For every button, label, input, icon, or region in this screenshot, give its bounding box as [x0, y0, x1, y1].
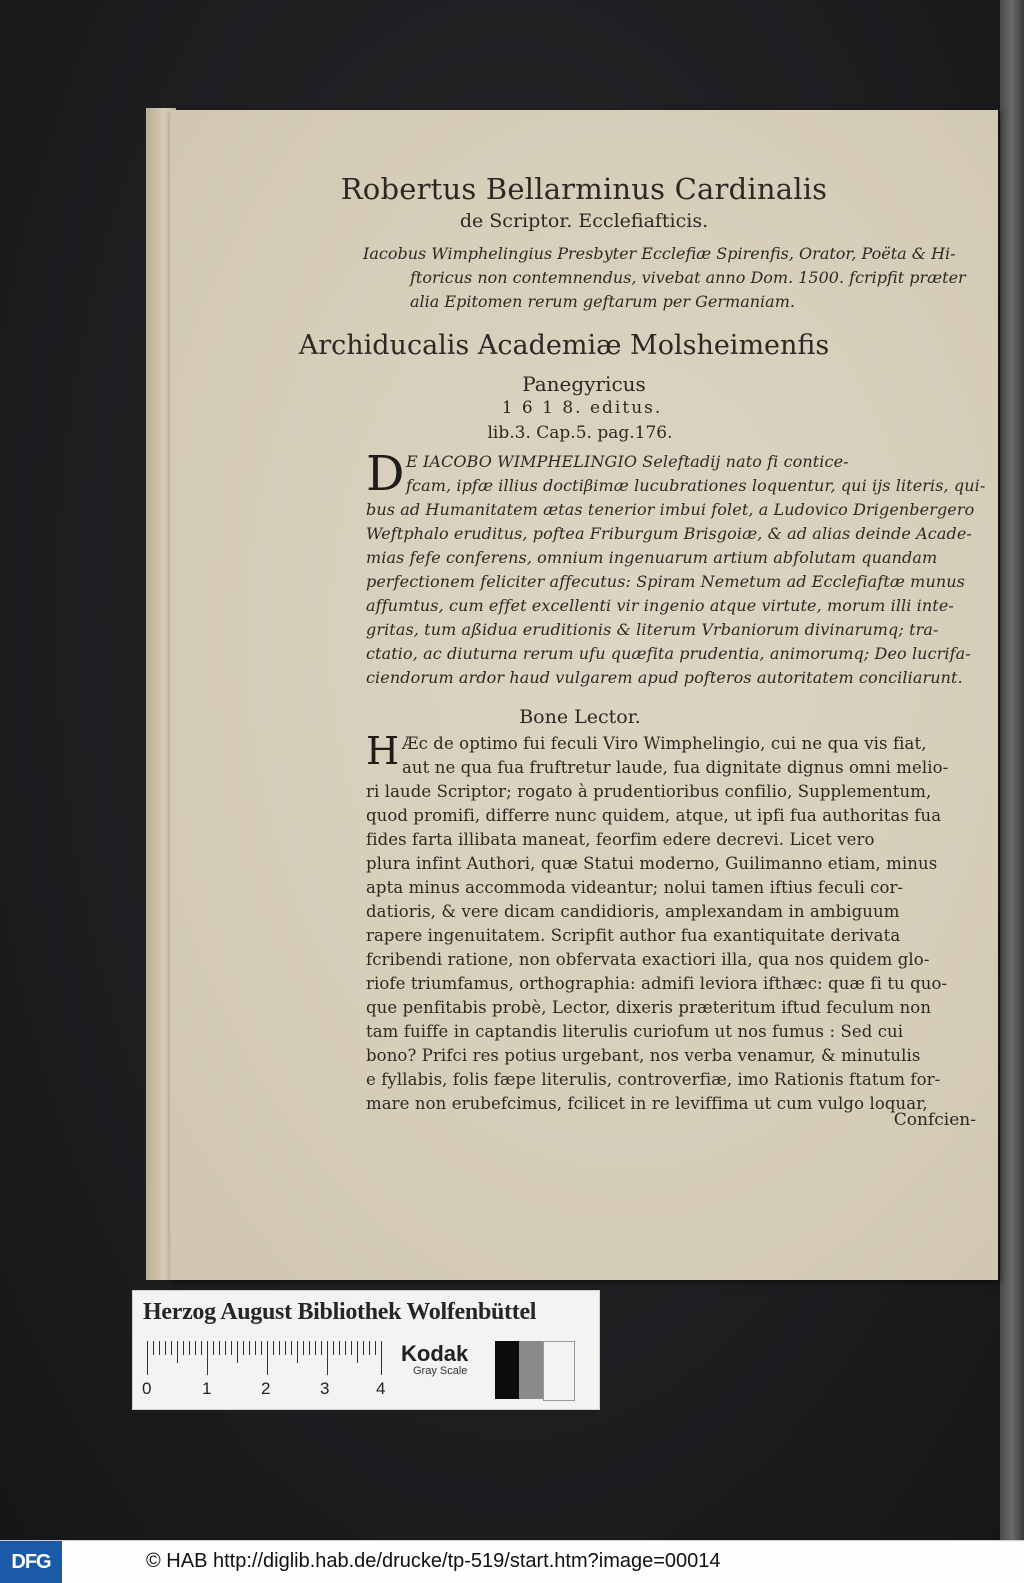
page-subtitle: de Scriptor. Ecclefiafticis.	[459, 210, 709, 232]
paragraph-line: gritas, tum aßidua eruditionis & literum Vrbaniorum divinarumq; tra-	[366, 620, 939, 639]
page-title: Robertus Bellarminus Cardinalis	[340, 172, 828, 206]
paragraph-line: riofe triumfamus, orthographia: admifi leviora ifthæc: quæ fi tu quo-	[366, 974, 948, 993]
book-page	[170, 110, 998, 1280]
copyright-link[interactable]: © HAB http://diglib.hab.de/drucke/tp-519/start.htm?image=00014	[146, 1550, 721, 1572]
academy-reference: lib.3. Cap.5. pag.176.	[487, 423, 673, 443]
paragraph-line: bono? Prifci res potius urgebant, nos verba venamur, & minutulis	[366, 1046, 921, 1065]
kodak-logo: Kodak	[401, 1341, 469, 1366]
paragraph-line: quod promifi, differre nunc quidem, atque, ut ipfi fua authoritas fua	[366, 806, 942, 825]
swatch-white	[543, 1341, 575, 1401]
paragraph-line: ctatio, ac diuturna rerum ufu quæfita prudentia, animorumq; Deo lucrifa-	[366, 644, 971, 663]
color-scale-ruler	[132, 1290, 600, 1410]
paragraph-line: mare non erubefcimus, fcilicet in re leviffima ut cum vulgo loquar,	[366, 1094, 928, 1113]
swatch-gray	[519, 1341, 543, 1399]
swatch-black	[495, 1341, 519, 1399]
ruler-number: 2	[261, 1379, 271, 1398]
paragraph-line: fides farta illibata maneat, feorfim edere decrevi. Licet vero	[366, 830, 875, 849]
scan-edge-strip	[1000, 0, 1024, 1540]
citation-line: ftoricus non contemnendus, vivebat anno Dom. 1500. fcripfit præter	[410, 268, 966, 287]
paragraph-line: affumtus, cum effet excellenti vir ingenio atque virtute, morum illi inte-	[366, 596, 954, 615]
catchword: Confcien-	[893, 1110, 976, 1130]
citation-line: alia Epitomen rerum geftarum per Germaniam.	[410, 292, 795, 311]
paragraph-line: tam fuiffe in captandis literulis curiofum ut nos fumus : Sed cui	[366, 1022, 904, 1041]
ruler-number: 0	[142, 1379, 152, 1398]
academy-panegyricus: Panegyricus	[522, 372, 646, 396]
paragraph-line: ciendorum ardor haud vulgarem apud pofteros autoritatem conciliarunt.	[366, 668, 963, 687]
dfg-logo[interactable]: DFG	[0, 1541, 62, 1583]
paragraph-line: ri laude Scriptor; rogato à prudentioribus confilio, Supplementum,	[366, 782, 932, 801]
paragraph-line: perfectionem feliciter affecutus: Spiram Nemetum ad Ecclefiaftæ munus	[366, 572, 965, 591]
ruler-number: 3	[320, 1379, 330, 1398]
ruler-number: 1	[202, 1379, 212, 1398]
paragraph-line: Æc de optimo fui feculi Viro Wimphelingio, cui ne qua vis fiat,	[402, 734, 927, 753]
footer-bar	[0, 1540, 1024, 1583]
section-heading: Bone Lector.	[519, 706, 641, 728]
paragraph-line: Weftphalo eruditus, poftea Friburgum Brisgoiæ, & ad alias deinde Acade-	[366, 524, 972, 543]
paragraph-line: mias fefe conferens, omnium ingenuarum artium abfolutam quandam	[366, 548, 938, 567]
paragraph-line: que penfitabis probè, Lector, dixeris præteritum iftud feculum non	[366, 998, 932, 1017]
ruler-ticks	[147, 1341, 387, 1375]
paragraph-line: aut ne qua fua fruftretur laude, fua dignitate dignus omni melio-	[402, 758, 949, 777]
ruler-number: 4	[376, 1379, 386, 1398]
dropcap-h: H	[366, 729, 400, 773]
paragraph-line: rapere ingenuitatem. Scripfit author fua exantiquitate derivata	[366, 926, 901, 945]
paragraph-line: E IACOBO WIMPHELINGIO Seleftadij nato fi contice-	[406, 452, 849, 471]
paragraph-line: fcribendi ratione, non obfervata exactiori illa, qua nos quidem glo-	[366, 950, 930, 969]
paragraph-line: bus ad Humanitatem ætas tenerior imbui folet, a Ludovico Drigenbergero	[366, 500, 975, 519]
paragraph-line: plura infint Authori, quæ Statui moderno, Guilimanno etiam, minus	[366, 854, 938, 873]
paragraph-line: datioris, & vere dicam candidioris, amplexandam in ambiguum	[366, 902, 900, 921]
gray-scale-label: Gray Scale	[413, 1365, 468, 1377]
library-name: Herzog August Bibliothek Wolfenbüttel	[143, 1299, 537, 1325]
citation-line: Iacobus Wimphelingius Presbyter Ecclefiæ Spirenfis, Orator, Poëta & Hi-	[363, 244, 956, 263]
academy-title: Archiducalis Academiæ Molsheimenfis	[298, 330, 830, 361]
dropcap-d: D	[366, 446, 405, 502]
academy-edition: 1 6 1 8. editus.	[501, 398, 663, 418]
paragraph-line: fcam, ipfæ illius doctiβimæ lucubrationes loquentur, qui ijs literis, qui-	[406, 476, 986, 495]
paragraph-line: e fyllabis, folis fæpe literulis, controverfiæ, imo Rationis ftatum for-	[366, 1070, 941, 1089]
paragraph-line: apta minus accommoda videantur; nolui tamen iftius feculi cor-	[366, 878, 904, 897]
